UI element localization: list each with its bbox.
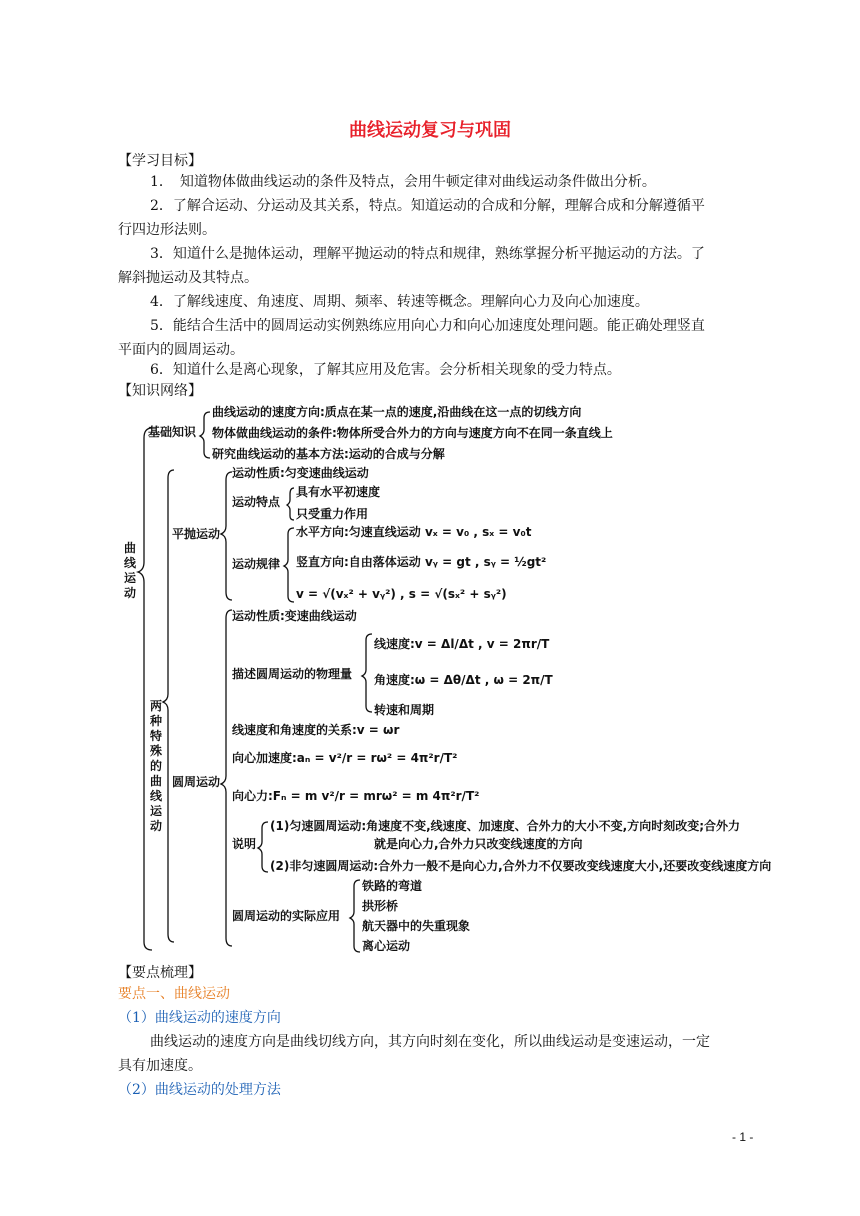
projectile-law: 水平方向:匀速直线运动 vₓ = v₀ , sₓ = v₀t [296, 525, 532, 539]
basic-brace [200, 412, 210, 458]
note-line: 就是向心力,合外力只改变线速度的方向 [374, 837, 583, 851]
projectile-feature-label: 运动特点 [232, 495, 281, 509]
section-heading-points: 【要点梳理】 [118, 965, 202, 981]
projectile-feature: 只受重力作用 [296, 507, 369, 521]
circular-acceleration: 向心加速度:aₙ = v²/r = rω² = 4π²r/T² [232, 751, 458, 765]
body-line: 曲线运动的速度方向是曲线切线方向，其方向时刻在变化，所以曲线运动是变速运动，一定 [150, 1034, 710, 1050]
projectile-label: 平抛运动 [172, 527, 221, 541]
special-motions-char: 两 [150, 699, 163, 713]
goal-line: 3．知道什么是抛体运动，理解平抛运动的特点和规律，熟练掌握分析平抛运动的方法。了 [150, 246, 705, 262]
goal-line: 平面内的圆周运动。 [118, 342, 244, 358]
special-motions-char: 殊 [150, 744, 163, 758]
circular-force: 向心力:Fₙ = m v²/r = mrω² = m 4π²r/T² [232, 789, 480, 803]
law-brace [284, 528, 294, 602]
root-label-char: 运 [124, 571, 137, 585]
root-label-char: 曲 [124, 541, 137, 555]
circular-quantity: 角速度:ω = Δθ/Δt , ω = 2π/T [374, 673, 553, 687]
special-motions-char: 运 [150, 804, 163, 818]
feature-brace [287, 488, 294, 520]
basic-item: 研究曲线运动的基本方法:运动的合成与分解 [212, 447, 445, 461]
application-item: 铁路的弯道 [362, 879, 423, 893]
basic-item: 曲线运动的速度方向:质点在某一点的速度,沿曲线在这一点的切线方向 [212, 405, 582, 419]
quantity-brace [362, 634, 372, 712]
basic-item: 物体做曲线运动的条件:物体所受合外力的方向与速度方向不在同一条直线上 [212, 426, 613, 440]
goal-line: 6．知道什么是离心现象，了解其应用及危害。会分析相关现象的受力特点。 [150, 362, 621, 378]
special-motions-char: 动 [150, 819, 163, 833]
application-item: 拱形桥 [362, 899, 399, 913]
subheading: （1）曲线运动的速度方向 [118, 1010, 281, 1026]
goal-line: 1． 知道物体做曲线运动的条件及特点，会用牛顿定律对曲线运动条件做出分析。 [150, 174, 656, 190]
knowledge-network-diagram [118, 402, 828, 958]
circular-label: 圆周运动 [172, 775, 221, 789]
special-motions-char: 曲 [150, 774, 163, 788]
projectile-nature: 运动性质:匀变速曲线运动 [232, 466, 369, 480]
circular-nature: 运动性质:变速曲线运动 [232, 609, 357, 623]
root-brace [138, 428, 152, 950]
root-label-char: 动 [124, 586, 137, 600]
projectile-feature: 具有水平初速度 [296, 485, 381, 499]
projectile-law-label: 运动规律 [232, 557, 281, 571]
circular-quantity: 线速度:v = Δl/Δt , v = 2πr/T [374, 637, 550, 651]
basic-knowledge-label: 基础知识 [148, 425, 197, 439]
note-label: 说明 [232, 837, 257, 851]
goal-line: 5．能结合生活中的圆周运动实例熟练应用向心力和向心加速度处理问题。能正确处理竖直 [150, 318, 705, 334]
goal-line: 行四边形法则。 [118, 222, 216, 238]
application-item: 航天器中的失重现象 [362, 919, 471, 933]
goal-line: 2．了解合运动、分运动及其关系，特点。知道运动的合成和分解，理解合成和分解遵循平 [150, 198, 705, 214]
goal-line: 解斜抛运动及其特点。 [118, 270, 258, 286]
circular-brace [221, 610, 232, 946]
note-line: (2)非匀速圆周运动:合外力一般不是向心力,合外力不仅要改变线速度大小,还要改变线速度方向 [270, 859, 772, 873]
section-heading-network: 【知识网络】 [118, 383, 202, 399]
application-item: 离心运动 [362, 939, 411, 953]
page-number: - 1 - [732, 1130, 754, 1144]
projectile-law: v = √(vₓ² + vᵧ²) , s = √(sₓ² + sᵧ²) [296, 587, 507, 601]
special-motions-char: 的 [150, 759, 163, 773]
special-motions-char: 种 [150, 714, 163, 728]
application-brace [350, 880, 360, 952]
section-heading-goals: 【学习目标】 [118, 153, 202, 169]
special-motions-char: 线 [150, 789, 163, 803]
projectile-law: 竖直方向:自由落体运动 vᵧ = gt , sᵧ = ½gt² [296, 555, 547, 569]
circular-quantity-label: 描述圆周运动的物理量 [232, 667, 353, 681]
application-label: 圆周运动的实际应用 [232, 909, 341, 923]
projectile-brace [221, 472, 232, 600]
goal-line: 4．了解线速度、角速度、周期、频率、转速等概念。理解向心力及向心加速度。 [150, 294, 649, 310]
circular-relation: 线速度和角速度的关系:v = ωr [232, 723, 400, 737]
root-label-char: 线 [124, 556, 137, 570]
circular-quantity: 转速和周期 [374, 703, 435, 717]
subheading: （2）曲线运动的处理方法 [118, 1082, 281, 1098]
key-point-heading: 要点一、曲线运动 [118, 986, 230, 1002]
body-line: 具有加速度。 [118, 1058, 202, 1074]
page-title: 曲线运动复习与巩固 [349, 120, 511, 141]
special-motions-char: 特 [150, 729, 163, 743]
note-brace [258, 822, 268, 872]
note-line: (1)匀速圆周运动:角速度不变,线速度、加速度、合外力的大小不变,方向时刻改变;合外力 [270, 819, 741, 833]
